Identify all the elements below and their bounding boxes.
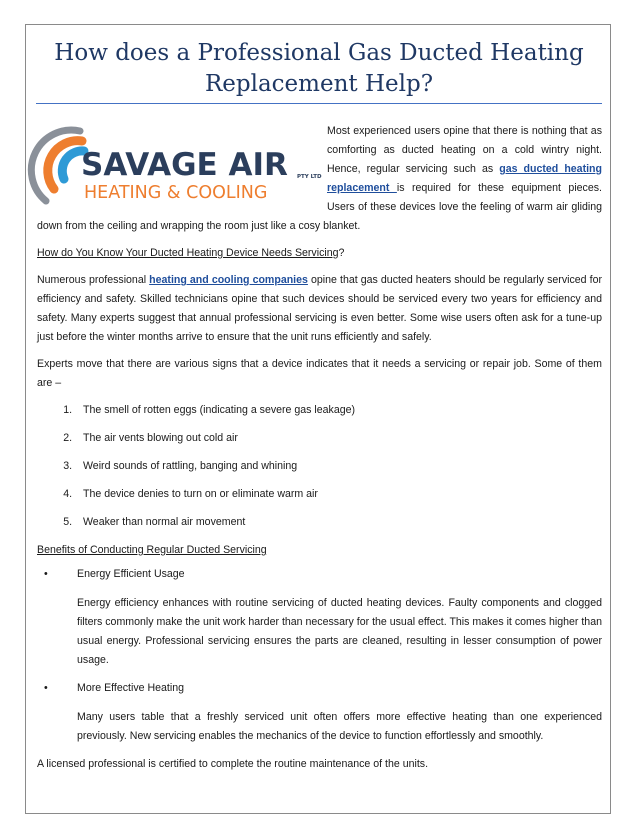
bullet-icon: • — [44, 682, 48, 694]
list-item — [44, 679, 602, 746]
heating-and-cooling-companies-link[interactable]: heating and cooling companies — [149, 274, 308, 286]
logo-name: SAVAGE AIR — [81, 147, 288, 183]
page-title: How does a Professional Gas Ducted Heating Replacement Help? — [54, 40, 584, 97]
gas-ducted-heating-replacement-link[interactable]: gas ducted heating replacement — [327, 163, 602, 194]
list-item — [44, 565, 602, 670]
para1-text-after: opine that gas ducted heaters should be regularly serviced for efficiency and safety. Skilled technicians opine that such devices should be serviced every two years for efficiency and safety. Many experts suggest that annual professional servicing is even better. Some wise users often ask for a tune-up just before the winter months arrive to ensure that the unit runs efficiently and safely. — [37, 274, 602, 343]
logo-sub: HEATING & COOLING — [84, 183, 268, 203]
benefit-description: Many users table that a freshly serviced unit often offers more effective heating than one experienced previously. New servicing enables the mechanics of the device to function effortlessly and smoothly. — [77, 711, 602, 742]
list-item: 1. The smell of rotten eggs (indicating a severe gas leakage) — [75, 401, 602, 420]
benefit-description: Energy efficiency enhances with routine servicing of ducted heating devices. Faulty components and clogged filters commonly make the unit work harder than necessary for the usual effect. This makes it comes higher than usual energy. Professional servicing ensures the parts are cleaned, resulting in lesser consumption of power usage. — [77, 597, 602, 666]
closing-paragraph: A licensed professional is certified to complete the routine maintenance of the units. — [37, 758, 429, 770]
bullet-icon: • — [44, 568, 48, 580]
benefits-heading — [37, 541, 602, 560]
title-underline — [36, 103, 602, 104]
list-item: 3. Weird sounds of rattling, banging and whining — [75, 457, 602, 476]
list-item: 2. The air vents blowing out cold air — [75, 429, 602, 448]
benefit-title: More Effective Heating — [77, 682, 184, 694]
list-item: 4. The device denies to turn on or eliminate warm air — [75, 485, 602, 504]
intro-text-before: Most experienced users opine that there is nothing that as comforting as ducted heating on a cold wintry night. Hence, regular servicing such as — [327, 125, 602, 175]
list-item: 5. Weaker than normal air movement — [75, 513, 602, 532]
servicing-question-text: How do You Know Your Ducted Heating Device Needs Servicing — [37, 247, 339, 259]
benefit-title: Energy Efficient Usage — [77, 568, 185, 580]
logo-suffix: PTY LTD — [297, 174, 322, 180]
logo-graphic — [34, 121, 322, 216]
paragraph-signs-intro: Experts move that there are various signs that a device indicates that it needs a servicing or repair job. Some of them are – — [37, 358, 602, 389]
paragraph-companies — [37, 271, 602, 347]
signs-list — [37, 401, 602, 532]
para1-text-before: Numerous professional — [37, 274, 150, 286]
article-body — [37, 122, 602, 782]
servicing-question — [37, 244, 602, 263]
question-mark: ? — [338, 247, 345, 259]
savage-air-logo — [34, 121, 322, 216]
benefits-heading-text: Benefits of Conducting Regular Ducted Servicing — [37, 544, 267, 556]
intro-text-after: is required for these equipment pieces. Users of these devices love the feeling of warm air gliding down from the ceiling and wrapping the room just like a cosy blanket. — [37, 182, 602, 232]
benefits-list — [37, 565, 602, 746]
